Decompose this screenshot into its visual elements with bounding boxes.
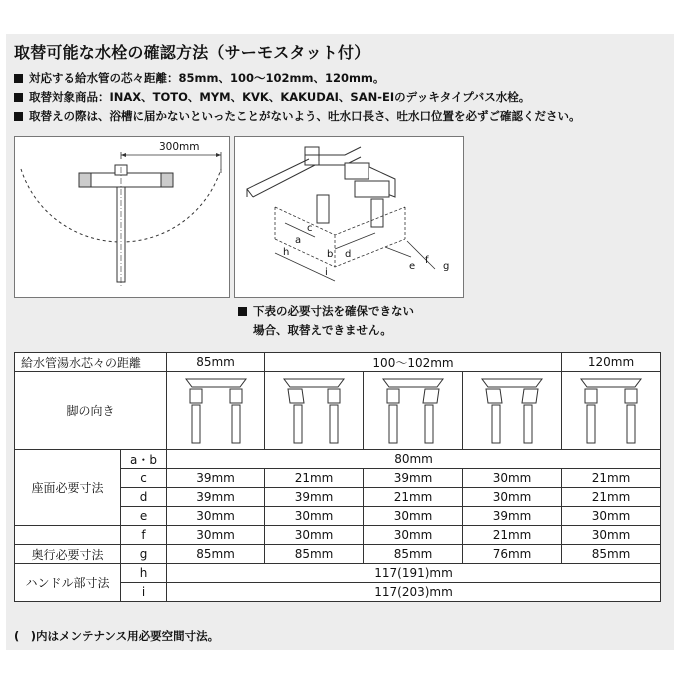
label-g: g xyxy=(443,261,450,272)
note-line-1: 下表の必要寸法を確保できない xyxy=(253,304,414,318)
leg-diagram xyxy=(562,372,661,450)
label-e: e xyxy=(409,261,416,272)
note-square-icon xyxy=(238,307,247,316)
cell: 39mm xyxy=(265,488,364,507)
bullet-caution xyxy=(14,108,581,124)
row-key-g: g xyxy=(121,545,167,564)
cell: 21mm xyxy=(463,526,562,545)
cell: 30mm xyxy=(562,526,661,545)
cell: 30mm xyxy=(364,507,463,526)
zamen-label-continued xyxy=(15,526,121,545)
table-row xyxy=(15,564,661,583)
row-key-ab: a・b xyxy=(121,450,167,469)
table-row xyxy=(15,526,661,545)
leg-diagram xyxy=(364,372,463,450)
row-h-value: 117(191)mm xyxy=(167,564,661,583)
header-100-102mm: 100〜102mm xyxy=(265,353,562,372)
spout-reach-drawing xyxy=(15,137,229,297)
cell: 85mm xyxy=(167,545,265,564)
dimension-table xyxy=(14,352,661,602)
cell: 21mm xyxy=(562,488,661,507)
bullet-products xyxy=(14,89,530,105)
row-key-f: f xyxy=(121,526,167,545)
bullet-square-icon xyxy=(14,74,23,83)
table-row xyxy=(15,372,661,450)
row-key-h: h xyxy=(121,564,167,583)
label-c: c xyxy=(307,223,313,234)
bullet-square-icon xyxy=(14,112,23,121)
cell: 30mm xyxy=(364,526,463,545)
cell: 21mm xyxy=(364,488,463,507)
header-85mm: 85mm xyxy=(167,353,265,372)
label-h: h xyxy=(283,247,290,258)
cell: 39mm xyxy=(463,507,562,526)
footnote: ( )内はメンテナンス用必要空間寸法。 xyxy=(14,629,220,643)
header-120mm: 120mm xyxy=(562,353,661,372)
row-key-c: c xyxy=(121,469,167,488)
label-d: d xyxy=(345,249,352,260)
cell: 30mm xyxy=(562,507,661,526)
row-ab-value: 80mm xyxy=(167,450,661,469)
label-f: f xyxy=(425,255,429,266)
mount-dimension-diagram xyxy=(234,136,464,298)
okuyuki-label: 奥行必要寸法 xyxy=(15,545,121,564)
cell: 76mm xyxy=(463,545,562,564)
page-title: 取替可能な水栓の確認方法（サーモスタット付） xyxy=(14,43,371,62)
bullet-text: 対応する給水管の芯々距離：85mm、100〜102mm、120mm。 xyxy=(29,71,385,85)
bullet-text: 取替対象商品：INAX、TOTO、MYM、KVK、KAKUDAI、SAN-EIのデッキタイプバス水栓。 xyxy=(29,90,531,104)
bullet-distance xyxy=(14,70,384,86)
cell: 39mm xyxy=(167,488,265,507)
cell: 30mm xyxy=(265,526,364,545)
cell: 85mm xyxy=(265,545,364,564)
handle-label: ハンドル部寸法 xyxy=(15,564,121,602)
cell: 30mm xyxy=(463,469,562,488)
bullet-square-icon xyxy=(14,93,23,102)
cell: 30mm xyxy=(463,488,562,507)
leg-direction-label: 脚の向き xyxy=(15,372,167,450)
row-key-d: d xyxy=(121,488,167,507)
label-i: i xyxy=(325,267,328,278)
cell: 30mm xyxy=(167,526,265,545)
label-a: a xyxy=(295,235,302,246)
leg-diagram xyxy=(167,372,265,450)
cell: 30mm xyxy=(265,507,364,526)
cell: 21mm xyxy=(562,469,661,488)
row-key-i: i xyxy=(121,583,167,602)
cell: 39mm xyxy=(167,469,265,488)
mount-dimension-drawing xyxy=(235,137,463,297)
cell: 39mm xyxy=(364,469,463,488)
table-row xyxy=(15,450,661,469)
spout-reach-diagram xyxy=(14,136,230,298)
label-b: b xyxy=(327,249,334,260)
zamen-label: 座面必要寸法 xyxy=(15,450,121,526)
cell: 21mm xyxy=(265,469,364,488)
bullet-text: 取替えの際は、浴槽に届かないといったことがないよう、吐水口長さ、吐水口位置を必ずご確認ください。 xyxy=(29,109,581,123)
header-label: 給水管湯水芯々の距離 xyxy=(15,353,167,372)
table-row xyxy=(15,353,661,372)
cell: 30mm xyxy=(167,507,265,526)
dimension-300mm: 300mm xyxy=(159,141,200,153)
table-row xyxy=(15,545,661,564)
row-key-e: e xyxy=(121,507,167,526)
row-i-value: 117(203)mm xyxy=(167,583,661,602)
leg-diagram xyxy=(265,372,364,450)
leg-diagram xyxy=(463,372,562,450)
cell: 85mm xyxy=(364,545,463,564)
caution-note xyxy=(238,302,414,340)
note-line-2: 場合、取替えできません。 xyxy=(253,323,392,337)
cell: 85mm xyxy=(562,545,661,564)
